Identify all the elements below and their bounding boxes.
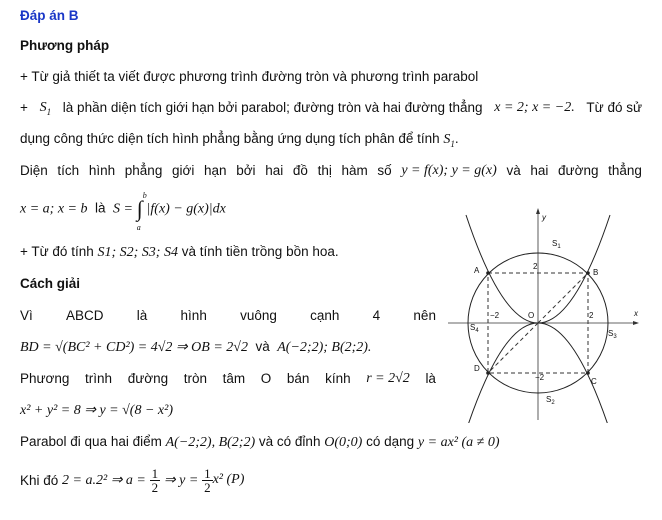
radius: r = 2√2 bbox=[366, 371, 410, 386]
parabola-text: Parabol đi qua hai điểm bbox=[20, 434, 162, 449]
area-word: và bbox=[506, 163, 521, 178]
area-word: phẳng bbox=[124, 163, 163, 178]
s1-symbol-2: $S_1$ bbox=[443, 132, 455, 149]
area-word: đường bbox=[558, 163, 599, 178]
area-word: hạn bbox=[204, 163, 227, 178]
bullet-3-prefix: + Từ đó tính bbox=[20, 244, 94, 259]
sol-word: cạnh bbox=[310, 308, 340, 323]
point-b bbox=[586, 271, 590, 275]
area-formula-line bbox=[20, 191, 226, 232]
tick-xneg2: −2 bbox=[490, 311, 500, 320]
x-arrow-icon bbox=[633, 321, 639, 325]
area-word: hai bbox=[265, 163, 284, 178]
sol-word: đường bbox=[127, 371, 169, 386]
method-bullet-3 bbox=[20, 244, 339, 261]
parabola-form-text: có dạng bbox=[366, 434, 415, 449]
frac-num-2: 1 bbox=[204, 465, 211, 481]
area-definition-line bbox=[20, 163, 642, 179]
tick-yneg2: −2 bbox=[535, 373, 545, 382]
label-c: C bbox=[591, 377, 597, 386]
area-word: giới bbox=[171, 163, 195, 178]
last-prefix: Khi đó bbox=[20, 472, 59, 488]
va-word: và bbox=[255, 339, 270, 354]
y-arrow-icon bbox=[536, 208, 540, 214]
area-word: đồ bbox=[292, 163, 308, 178]
answer-title: Đáp án B bbox=[20, 8, 79, 23]
area-word: Diện bbox=[20, 163, 48, 178]
formula-lhs: S = bbox=[113, 201, 133, 217]
bullet-plus: + bbox=[20, 100, 28, 115]
area-word: số bbox=[377, 163, 392, 178]
solution-line-bd bbox=[20, 339, 371, 356]
sol-word: O bbox=[260, 371, 272, 386]
frac-num: 1 bbox=[151, 465, 159, 481]
parabola-vertex: O(0;0) bbox=[324, 435, 363, 450]
last-eq1: 2 = a.2² ⇒ a = bbox=[62, 472, 146, 488]
s-list: S1; S2; S3; S4 bbox=[97, 245, 178, 260]
sol-word: 4 bbox=[372, 308, 381, 323]
area-functions: y = f(x); y = g(x) bbox=[401, 163, 497, 178]
s1-symbol: $S_1$ bbox=[39, 100, 52, 117]
bullet-2-lines: x = 2; x = −2. bbox=[494, 100, 575, 115]
sol-word: Vì bbox=[20, 308, 33, 323]
point-a bbox=[486, 271, 490, 275]
last-tail: x² (P) bbox=[212, 472, 245, 487]
la-word: là bbox=[95, 200, 106, 216]
line-3-text: dụng công thức diện tích hình phẳng bằng ứng dụng tích phân để tính bbox=[20, 131, 440, 146]
solution-line-1 bbox=[20, 308, 436, 323]
upper-limit: b bbox=[142, 191, 147, 200]
diagonal-od bbox=[488, 323, 538, 373]
label-d: D bbox=[474, 364, 480, 373]
solution-circle-line bbox=[20, 371, 436, 387]
frac-den-2: 2 bbox=[204, 479, 211, 495]
bullet-2-text: là phần diện tích giới hạn bởi parabol; đường tròn và hai đường thẳng bbox=[62, 100, 483, 115]
tick-x2: 2 bbox=[589, 311, 594, 320]
method-heading: Phương pháp bbox=[20, 38, 110, 53]
sol-word: tâm bbox=[222, 371, 246, 386]
label-s3: $S_3$ bbox=[608, 329, 617, 340]
sol-word: tròn bbox=[183, 371, 207, 386]
origin-label: O bbox=[528, 311, 535, 320]
area-word: hai bbox=[530, 163, 549, 178]
area-word: bởi bbox=[236, 163, 256, 178]
tick-y2: 2 bbox=[533, 262, 538, 271]
last-line bbox=[20, 463, 244, 497]
point-c bbox=[586, 371, 590, 375]
bd-equation: BD = √(BC² + CD²) = 4√2 ⇒ OB = 2√2 bbox=[20, 340, 248, 355]
parabola-form: y = ax² (a ≠ 0) bbox=[417, 435, 500, 450]
last-eq2: ⇒ y = bbox=[163, 472, 199, 488]
area-word: tích bbox=[57, 163, 80, 178]
solution-heading: Cách giải bbox=[20, 276, 81, 291]
sol-word: vuông bbox=[240, 308, 277, 323]
period: . bbox=[454, 131, 459, 146]
label-b: B bbox=[593, 268, 599, 277]
bullet-2-tail: Từ đó sử bbox=[586, 100, 642, 115]
lower-limit: a bbox=[136, 223, 141, 232]
sol-word: nên bbox=[413, 308, 436, 323]
x-label: x bbox=[634, 309, 638, 318]
integral-sign: ∫ b a bbox=[137, 200, 143, 218]
method-line-3 bbox=[20, 131, 459, 149]
label-s4: $S_4$ bbox=[470, 323, 479, 334]
circle-eq-text: x² + y² = 8 ⇒ y = √(8 − x²) bbox=[20, 403, 173, 418]
parabola-points: A(−2;2), B(2;2) bbox=[165, 435, 256, 450]
sol-word: Phương bbox=[20, 371, 70, 386]
sol-word: là bbox=[136, 308, 148, 323]
method-bullet-1: + Từ giả thiết ta viết được phương trình đường tròn và phương trình parabol bbox=[20, 69, 479, 84]
fraction-half-2 bbox=[202, 467, 213, 494]
fraction-half bbox=[150, 467, 161, 494]
sol-word: là bbox=[425, 371, 436, 386]
area-word: thẳng bbox=[608, 163, 642, 178]
label-s2: $S_2$ bbox=[546, 395, 555, 406]
method-bullet-2 bbox=[20, 100, 642, 117]
geometry-figure bbox=[448, 208, 648, 423]
diagonal-ob bbox=[538, 273, 588, 323]
integrand: |f(x) − g(x)|dx bbox=[146, 201, 226, 217]
y-label: y bbox=[542, 213, 546, 222]
frac-den: 2 bbox=[151, 479, 159, 495]
parabola-mid: và có đỉnh bbox=[258, 434, 321, 449]
area-word: hình bbox=[88, 163, 116, 178]
sol-word: kính bbox=[325, 371, 351, 386]
point-d bbox=[486, 371, 490, 375]
sol-word: bán bbox=[286, 371, 310, 386]
sol-word: ABCD bbox=[66, 308, 104, 323]
area-word: thị bbox=[317, 163, 332, 178]
bullet-3-tail: và tính tiền trồng bồn hoa. bbox=[181, 244, 339, 259]
circle-equation bbox=[20, 402, 173, 419]
parabola-line bbox=[20, 434, 500, 451]
sol-word: hình bbox=[180, 308, 207, 323]
label-a: A bbox=[474, 266, 480, 275]
label-s1: $S_1$ bbox=[552, 239, 561, 250]
sol-word: trình bbox=[85, 371, 113, 386]
area-word: hàm bbox=[341, 163, 368, 178]
area-lines: x = a; x = b bbox=[20, 201, 88, 217]
points-ab: A(−2;2); B(2;2). bbox=[277, 340, 372, 355]
